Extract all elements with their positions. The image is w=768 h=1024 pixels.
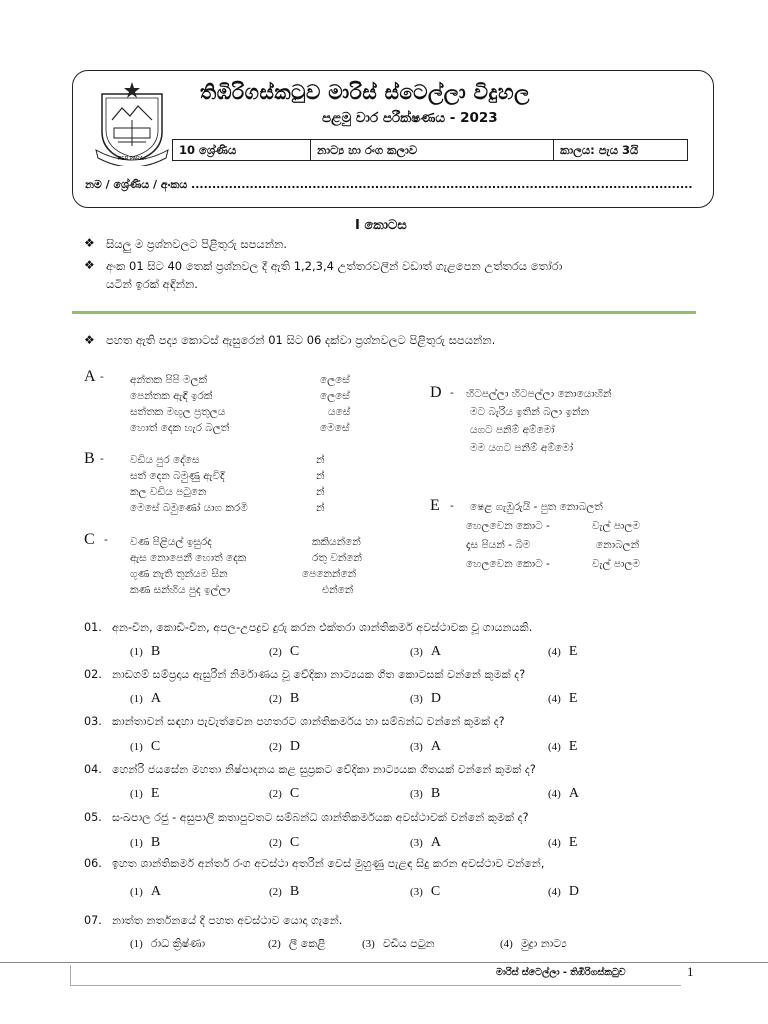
option-number: (4) bbox=[548, 741, 561, 753]
passage-e-line: හෙලවෙන කොට - bbox=[466, 558, 550, 570]
option-number: (2) bbox=[269, 693, 282, 705]
passage-e-line: ෂෙළ ගැඹුරුයි - පුත නොබලත් bbox=[470, 501, 603, 513]
passage-c-line: ගුණ නැති තුන්යම සින bbox=[130, 568, 228, 580]
instruction-1: සියලු ම ප්‍රශ්නවලට පිළිතුරු සපයන්න. bbox=[106, 237, 288, 251]
option-number: (1) bbox=[130, 646, 143, 658]
instruction-2-cont: යටින් ඉරක් අඳින්න. bbox=[106, 277, 198, 291]
answer-option[interactable] bbox=[548, 739, 577, 755]
option-number: (4) bbox=[548, 886, 561, 898]
answer-option[interactable] bbox=[410, 739, 441, 755]
passage-a-end: යසේ bbox=[328, 406, 351, 418]
option-value: E bbox=[568, 835, 578, 850]
answer-option[interactable] bbox=[410, 644, 441, 660]
exam-info-table bbox=[172, 139, 688, 161]
answer-option[interactable] bbox=[548, 835, 577, 851]
passage-a-line: සත්තක මඟුල ප්‍රතුලය bbox=[130, 406, 226, 418]
option-value: D bbox=[568, 884, 579, 899]
passage-intro: පහත ඇති පද්‍ය කොටස් ඇසුරෙන් 01 සිට 06 දක්වා ප්‍රශ්නවලට පිළිතුරු සපයන්න. bbox=[106, 333, 496, 347]
option-value: මුද්‍රා නාට්‍ය bbox=[520, 937, 567, 950]
passage-a-line: පෙන්තක ඇඳි ඉරක් bbox=[130, 390, 213, 402]
question-text: කාන්තාවන් සඳහා පැවැත්වෙන පහතරට ශාන්තිකර්මය හා සම්බන්ධ වන්නේ කුමක් ද? bbox=[112, 715, 505, 728]
divider bbox=[72, 311, 696, 314]
option-value: C bbox=[150, 739, 161, 754]
question-text: නාත්ත නර්තනයේ දී පහත අවස්ථාව යොදා ගැනේ. bbox=[112, 914, 343, 927]
bullet-icon: ❖ bbox=[84, 236, 95, 250]
passage-a-end: මෙසේ bbox=[320, 422, 350, 434]
option-value: A bbox=[430, 835, 441, 850]
option-number: (1) bbox=[130, 886, 143, 898]
passage-c-line: ඇස නොපෙනී හොත් දෙක bbox=[130, 552, 247, 564]
passage-a-end: ලෙසේ bbox=[320, 374, 350, 386]
option-number: (1) bbox=[130, 741, 143, 753]
option-number: (1) bbox=[130, 837, 143, 849]
passage-letter-b: B bbox=[84, 450, 95, 467]
passage-a-end: ලෙසේ bbox=[320, 390, 350, 402]
option-value: C bbox=[289, 786, 300, 801]
answer-option[interactable] bbox=[130, 936, 205, 951]
answer-option[interactable] bbox=[410, 786, 440, 802]
footer-divider bbox=[0, 962, 768, 963]
crest-motto: PER PARA.. bbox=[118, 156, 146, 162]
answer-option[interactable] bbox=[269, 786, 299, 802]
option-number: (4) bbox=[548, 646, 561, 658]
option-value: A bbox=[150, 691, 161, 706]
answer-option[interactable] bbox=[410, 884, 440, 900]
passage-letter-e: E bbox=[430, 497, 440, 514]
option-value: C bbox=[430, 884, 441, 899]
answer-option[interactable] bbox=[269, 691, 299, 707]
option-value: රාධ ක්‍රිෂ්ණා bbox=[150, 937, 206, 950]
passage-a-line: හොත් දෙක හැර බලත් bbox=[130, 422, 230, 434]
option-value: C bbox=[289, 644, 300, 659]
footer-school: මාරිස් ස්ටෙල්ලා - තිඹිරිගස්කටුව bbox=[496, 967, 626, 978]
passage-c-line: කණ සන්හිය පුද ඉල්ලා bbox=[130, 584, 231, 596]
option-value: B bbox=[289, 884, 300, 899]
option-value: ලී කෙළි bbox=[288, 937, 326, 950]
passage-c-line: වණ පිළියල් ඉසුරද bbox=[130, 536, 212, 548]
answer-option[interactable] bbox=[362, 936, 435, 951]
passage-e-line: හෙලවෙන කොට - bbox=[466, 520, 550, 532]
bullet-icon: ❖ bbox=[84, 258, 95, 272]
passage-e-end: නොබලන් bbox=[596, 539, 640, 551]
answer-option[interactable] bbox=[130, 691, 161, 707]
school-crest-icon bbox=[92, 80, 172, 166]
passage-a-line: අන්තක පිපි මලක් bbox=[130, 374, 208, 386]
answer-option[interactable] bbox=[269, 835, 299, 851]
option-number: (3) bbox=[410, 886, 423, 898]
option-value: A bbox=[430, 644, 441, 659]
passage-b-end: න් bbox=[316, 454, 325, 466]
option-number: (2) bbox=[269, 788, 282, 800]
answer-option[interactable] bbox=[130, 835, 160, 851]
option-value: A bbox=[568, 786, 579, 801]
instruction-2: අංක 01 සිට 40 තෙක් ප්‍රශ්නවල දී ඇති 1,2,3,4 උත්තරවලින් වඩාත් ගැළපෙන උත්තරය තෝරා bbox=[106, 259, 563, 273]
passage-e-end: වැල් පාලම bbox=[592, 520, 640, 532]
answer-option[interactable] bbox=[269, 644, 299, 660]
answer-option[interactable] bbox=[410, 835, 441, 851]
option-value: D bbox=[430, 691, 441, 706]
option-number: (3) bbox=[410, 693, 423, 705]
option-number: (3) bbox=[410, 788, 423, 800]
option-value: B bbox=[289, 691, 300, 706]
passage-d-line: හිටපල්ලා හිටපල්ලා නොයොහින් bbox=[466, 388, 612, 400]
passage-e-end: වැල් පාලම bbox=[592, 558, 640, 570]
bullet-icon: ❖ bbox=[84, 333, 95, 347]
passage-c-end: පෙනෙන්නේ bbox=[302, 568, 357, 580]
passage-d-line: මට බැරිය ඉතින් බලා ඉන්න bbox=[470, 406, 590, 418]
passage-letter-a: A bbox=[84, 368, 96, 385]
question-number: 05. bbox=[84, 811, 102, 824]
passage-e-line: දෑස පියන් - බිම bbox=[466, 539, 531, 551]
answer-option[interactable] bbox=[410, 691, 441, 707]
passage-c-end: රතු වන්නේ bbox=[312, 552, 362, 564]
option-number: (1) bbox=[130, 693, 143, 705]
option-number: (2) bbox=[268, 938, 281, 950]
question-text: හෙන්රි ජයසේන මහතා නිෂ්පාදනය කළ සුප්‍රකට වේදිකා නාට්‍යයක ගීතයක් වන්නේ කුමක් ද? bbox=[112, 763, 536, 776]
answer-option[interactable] bbox=[130, 739, 160, 755]
option-number: (3) bbox=[410, 741, 423, 753]
option-number: (4) bbox=[548, 693, 561, 705]
option-value: A bbox=[430, 739, 441, 754]
answer-option[interactable] bbox=[500, 936, 567, 951]
option-number: (1) bbox=[130, 938, 143, 950]
question-text: නාඩගම් සම්ප්‍රදාය ඇසුරින් නිර්මාණය වූ වේදිකා නාට්‍යයක ගීත කොටසක් වන්නේ කුමක් ද? bbox=[112, 668, 526, 681]
option-value: වඩිය පටුන bbox=[382, 937, 435, 950]
option-value: D bbox=[289, 739, 300, 754]
option-number: (4) bbox=[548, 788, 561, 800]
option-number: (2) bbox=[269, 741, 282, 753]
passage-b-line: කල වඩිය පටුනෙ bbox=[130, 486, 207, 498]
answer-option[interactable] bbox=[269, 884, 299, 900]
school-name: තිඹිරිගස්කටුව මාරිස් ස්ටෙල්ලා විදුහල bbox=[200, 80, 530, 104]
answer-option[interactable] bbox=[130, 644, 160, 660]
option-number: (2) bbox=[269, 646, 282, 658]
option-value: B bbox=[150, 644, 161, 659]
answer-option[interactable] bbox=[130, 786, 159, 802]
passage-b-line: සත් දෙන බමුණු ඇවිදි bbox=[130, 470, 225, 482]
question-number: 06. bbox=[84, 857, 102, 870]
option-number: (3) bbox=[410, 837, 423, 849]
answer-option[interactable] bbox=[548, 786, 579, 802]
passage-b-end: න් bbox=[316, 486, 325, 498]
question-text: සංඛපාල රජු - අසුපාලි කතාපුවතට සම්බන්ධ ශාන්තිකර්මයක අවස්ථාවක් වන්නේ කුමක් ද? bbox=[112, 811, 529, 824]
option-value: A bbox=[150, 884, 161, 899]
question-text: ඉහත ශාන්තිකර්ම අන්තර් රංග අවස්ථා අතරින් වෙස් මුහුණු පැළඳ සිදු කරන අවස්ථාව වන්නේ, bbox=[112, 857, 545, 870]
answer-option[interactable] bbox=[548, 644, 577, 660]
passage-b-line: මෙසේ බමුණෝ යාග කරමි bbox=[130, 502, 248, 514]
option-value: E bbox=[150, 786, 160, 801]
passage-b-line: වඩිය පුර දේසෙ bbox=[130, 454, 200, 466]
exam-title: පළමු වාර පරීක්ෂණය - 2023 bbox=[322, 110, 498, 126]
passage-d-line: යගට පනිම් අම්මෝ bbox=[470, 424, 555, 436]
passage-b-end: න් bbox=[316, 502, 325, 514]
question-number: 03. bbox=[84, 715, 102, 728]
subject-cell: නාට්‍ය හා රංග කලාව bbox=[311, 140, 554, 161]
question-text: අන-වින, කොඩි-වින, අපල-උපද්‍රව දුරු කරන එක්තරා ශාන්තිකර්ම අවස්ථාවක වූ ගායනයකි. bbox=[112, 621, 533, 634]
answer-option[interactable] bbox=[548, 691, 577, 707]
option-value: E bbox=[568, 739, 578, 754]
passage-c-end: එන්නේ bbox=[322, 584, 354, 596]
option-value: E bbox=[568, 691, 578, 706]
passage-letter-c: C bbox=[84, 531, 95, 548]
answer-option[interactable] bbox=[269, 739, 300, 755]
option-number: (2) bbox=[269, 886, 282, 898]
question-number: 01. bbox=[84, 621, 102, 634]
option-value: E bbox=[568, 644, 578, 659]
page-number: 1 bbox=[687, 964, 694, 979]
answer-option[interactable] bbox=[130, 884, 161, 900]
section-title: I කොටස bbox=[355, 218, 407, 233]
option-number: (3) bbox=[362, 938, 375, 950]
question-number: 02. bbox=[84, 668, 102, 681]
passage-d-line: මම යගට පනිම් අම්මෝ bbox=[470, 442, 574, 454]
option-number: (2) bbox=[269, 837, 282, 849]
passage-letter-d: D bbox=[430, 384, 442, 401]
question-number: 04. bbox=[84, 763, 102, 776]
name-grade-number-field[interactable]: නම / ශ්‍රේණිය / අංකය ........................................................................................................................ bbox=[85, 178, 693, 191]
option-number: (1) bbox=[130, 788, 143, 800]
option-number: (3) bbox=[410, 646, 423, 658]
option-number: (4) bbox=[548, 837, 561, 849]
answer-option[interactable] bbox=[548, 884, 579, 900]
grade-cell: 10 ශ්‍රේණිය bbox=[173, 140, 311, 161]
option-number: (4) bbox=[500, 938, 513, 950]
passage-c-end: කකියන්නේ bbox=[312, 536, 361, 548]
option-value: B bbox=[150, 835, 161, 850]
option-value: C bbox=[289, 835, 300, 850]
time-cell: කාලය: පැය 3යි bbox=[554, 140, 688, 161]
question-number: 07. bbox=[84, 914, 102, 927]
answer-option[interactable] bbox=[268, 936, 326, 951]
passage-b-end: න් bbox=[316, 470, 325, 482]
option-value: B bbox=[430, 786, 441, 801]
